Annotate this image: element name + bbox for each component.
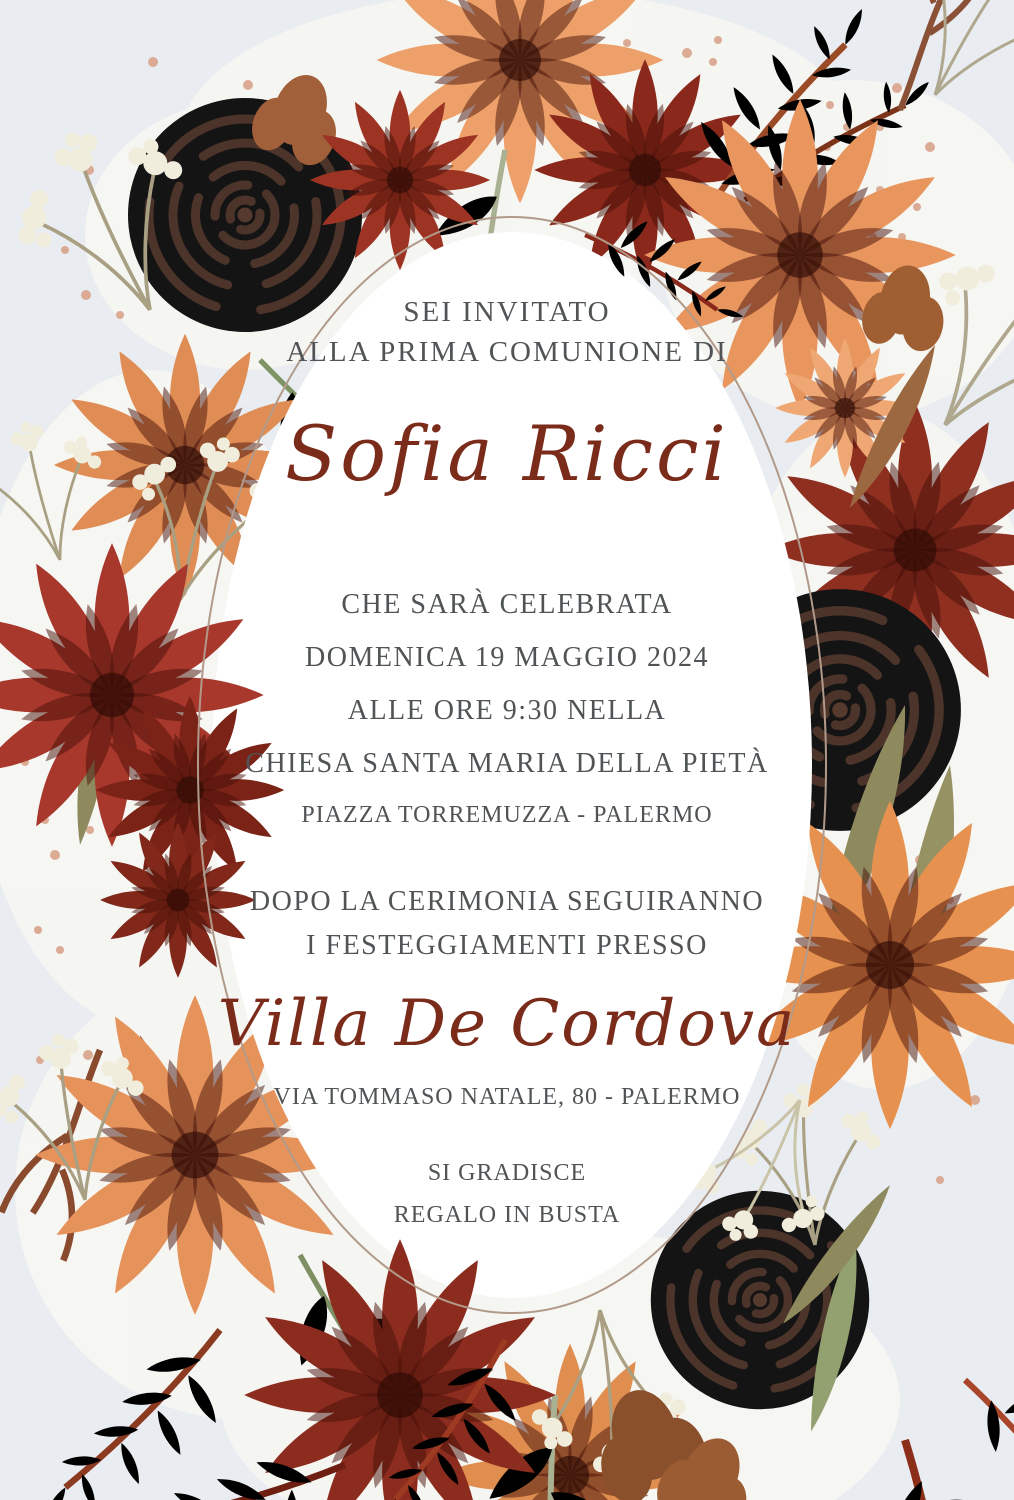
ceremony-time: ALLE ORE 9:30 NELLA [347,695,667,726]
venue-address: VIA TOMMASO NATALE, 80 - PALERMO [273,1084,741,1110]
ceremony-church: CHIESA SANTA MARIA DELLA PIETÀ [245,748,769,779]
gift-note-block [0,1152,1014,1236]
gift-line-2: REGALO IN BUSTA [393,1202,621,1228]
recipient-name: Sofia Ricci [285,409,729,498]
gift-line-1: SI GRADISCE [427,1160,587,1186]
intro-line-2: ALLA PRIMA COMUNIONE DI [286,336,728,368]
ceremony-date: DOMENICA 19 MAGGIO 2024 [305,642,709,673]
intro-line-1: SEI INVITATO [403,296,611,328]
ceremony-address: PIAZZA TORREMUZZA - PALERMO [301,802,713,828]
intro-block [0,292,1014,372]
reception-line-1: DOPO LA CERIMONIA SEGUIRANNO [249,886,765,917]
reception-line-2: I FESTEGGIAMENTI PRESSO [306,930,708,961]
ceremony-line-1: CHE SARÀ CELEBRATA [341,589,673,620]
venue-name: Villa De Cordova [217,987,797,1061]
ceremony-block [0,578,1014,840]
reception-block [0,880,1014,968]
